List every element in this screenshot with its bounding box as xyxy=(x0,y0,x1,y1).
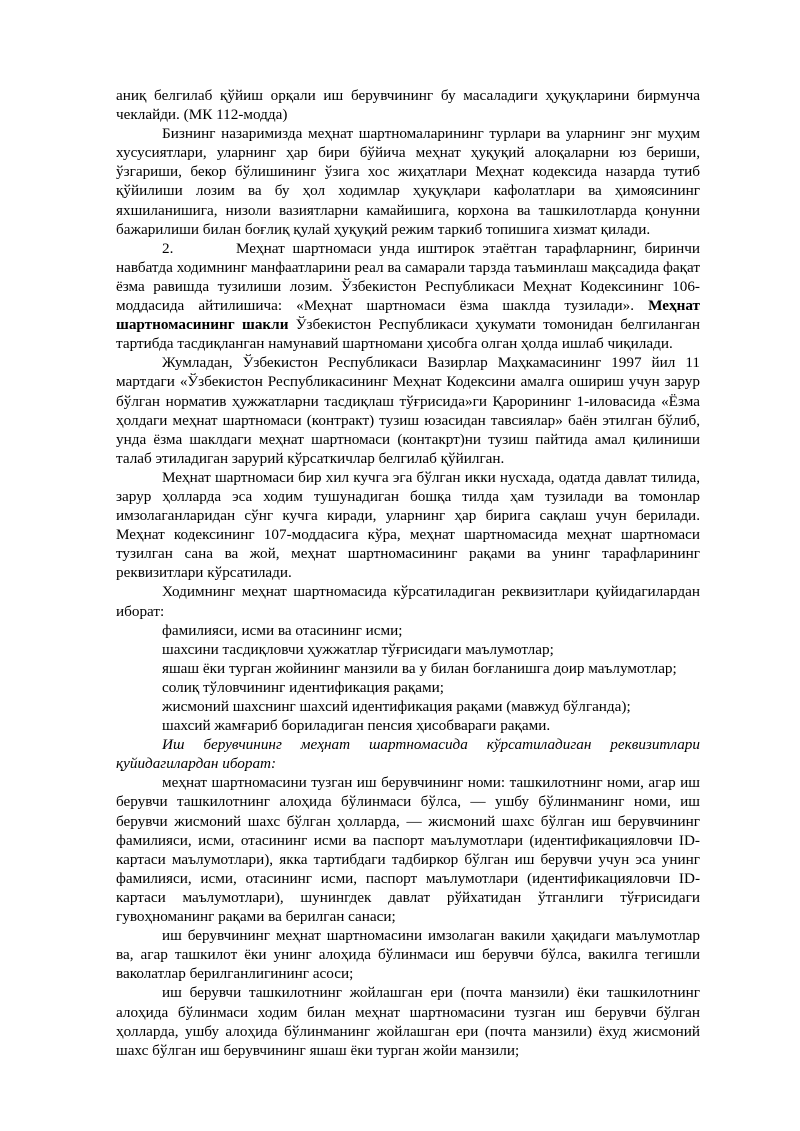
paragraph-3-text-a: 2. Меҳнат шартномаси унда иштирок этаётган тарафларнинг, биринчи навбатда ходимнинг манфаатларини реал ва самарали тарзда таъминлаш мақсадида фақат ёзма равишда тузилиши лозим. Ўзбекистон Республикаси Меҳнат Кодексининг 106-моддасида айтилишича: «Меҳнат шартномаси ёзма шаклда тузилади». xyxy=(116,239,700,315)
paragraph-3-bold-term: Меҳнат шартномасининг шакли xyxy=(116,297,700,334)
list-item: шахсий жамғариб бориладиган пенсия ҳисобвараги рақами. xyxy=(162,717,551,735)
paragraph-4: Жумладан, Ўзбекистон Республикаси Вазирлар Маҳкамасининг 1997 йил 11 мартдаги «Ўзбекистон Республикасининг Меҳнат Кодексини амалга ошириш учун зарур бўлган норматив ҳужжатларни тасдиқлаш тўғрисида»ги Қарорининг 1-иловасида «Ёзма ҳолдаги меҳнат шартномаси (контракт) тузиш юзасидан тавсиялар» баён этилган бўлиб, унда ёзма шаклдаги меҳнат шартномаси (контакрт)ни тузиш пайтида амал қилиниши талаб этиладиган зарурий кўрсаткичлар белгилаб қўйилган. xyxy=(116,354,700,467)
paragraph-8: меҳнат шартномасини тузган иш берувчининг номи: ташкилотнинг номи, агар иш берувчи ташкилотнинг алоҳида бўлинмаси бўлса, — ушбу бўлинманинг номи, иш берувчи жисмоний шахс бўлган ҳолларда, — жисмоний шахс бўлган иш берувчининг фамилияси, исми, отасининг исми ва паспорт маълумотлари (идентификацияловчи ID-картаси маълумотлари), якка тартибдаги тадбиркор бўлган иш берувчи учун эса унинг фамилияси, исми, отасининг исми, паспорт маълумотлари (идентификацияловчи ID-картаси маълумотлари), шунингдек давлат рўйхатидан ўтганлиги тўғрисидаги гувоҳноманинг рақами ва берилган санаси; xyxy=(116,774,700,926)
paragraph-1: аниқ белгилаб қўйиш орқали иш берувчининг бу масаладиги ҳуқуқларини бирмунча чеклайди. (МК 112-модда) xyxy=(116,87,700,124)
paragraph-9: иш берувчининг меҳнат шартномасини имзолаган вакили ҳақидаги маълумотлар ва, агар ташкилот ёки унинг алоҳида бўлинмаси иш берувчи бўлса, вакилга тегишли ваколатлар берилганлигининг асоси; xyxy=(116,927,700,983)
paragraph-5: Меҳнат шартномаси бир хил кучга эга бўлган икки нусхада, одатда давлат тилида, зарур ҳолларда эса ходим тушунадиган бошқа тилда ҳам тузилади ва томонлар имзолаганларидан сўнг кучга киради, уларнинг ҳар бирига сақлаш учун берилади. Меҳнат кодексининг 107-моддасига кўра, меҳнат шартномасида меҳнат шартномаси тузилган сана ва жой, меҳнат шартномасининг рақами ва унинг тарафларининг реквизитлари кўрсатилади. xyxy=(116,468,700,582)
document-page xyxy=(116,86,700,1060)
paragraph-6: Ходимнинг меҳнат шартномасида кўрсатиладиган реквизитлари қуйидагилардан иборат: xyxy=(116,583,700,620)
list-item: шахсини тасдиқловчи ҳужжатлар тўғрисидаги маълумотлар; xyxy=(162,640,554,658)
list-item: яшаш ёки турган жойининг манзили ва у билан боғланишга доир маълумотлар; xyxy=(162,659,677,677)
list-item: фамилияси, исми ва отасининг исми; xyxy=(162,621,403,639)
paragraph-3-text-c: Ўзбекистон Республикаси ҳукумати томонидан белгиланган тартибда тасдиқланган намунавий шартномани ҳисобга олган ҳолда ишлаб чиқилади. xyxy=(116,316,701,353)
paragraph-3 xyxy=(116,239,700,354)
paragraph-7-italic-heading: Иш берувчининг меҳнат шартномасида кўрсатиладиган реквизитлари қуйидагилардан иборат: xyxy=(116,736,700,773)
paragraph-10: иш берувчи ташкилотнинг жойлашган ери (почта манзили) ёки ташкилотнинг алоҳида бўлинмаси ходим билан меҳнат шартномасини тузган иш берувчи бўлган ҳолларда, ушбу алоҳида бўлинманинг жойлашган ери (почта манзили) ёхуд жисмоний шахс бўлган иш берувчининг яшаш ёки турган жойи манзили; xyxy=(116,984,700,1059)
paragraph-2: Бизнинг назаримизда меҳнат шартномаларининг турлари ва уларнинг энг муҳим хусусиятлари, уларнинг ҳар бири бўйича меҳнат ҳуқуқий алоқаларни юз бериши, ўзгариши, бекор бўлишининг ўзига хос жиҳатлари Меҳнат кодексида назарда тутиб қўйилиши лозим ва бу ҳол ходимлар ҳуқуқлари кафолатлари ва ҳимоясининг яхшиланишига, низоли вазиятларни камайишига, корхона ва ташкилотларда қонунни бажарилиши билан боғлиқ қулай ҳуқуқий режим таркиб топишига хизмат қилади. xyxy=(116,125,700,238)
list-item: жисмоний шахснинг шахсий идентификация рақами (мавжуд бўлганда); xyxy=(162,698,631,715)
list-item: солиқ тўловчининг идентификация рақами; xyxy=(162,678,444,696)
